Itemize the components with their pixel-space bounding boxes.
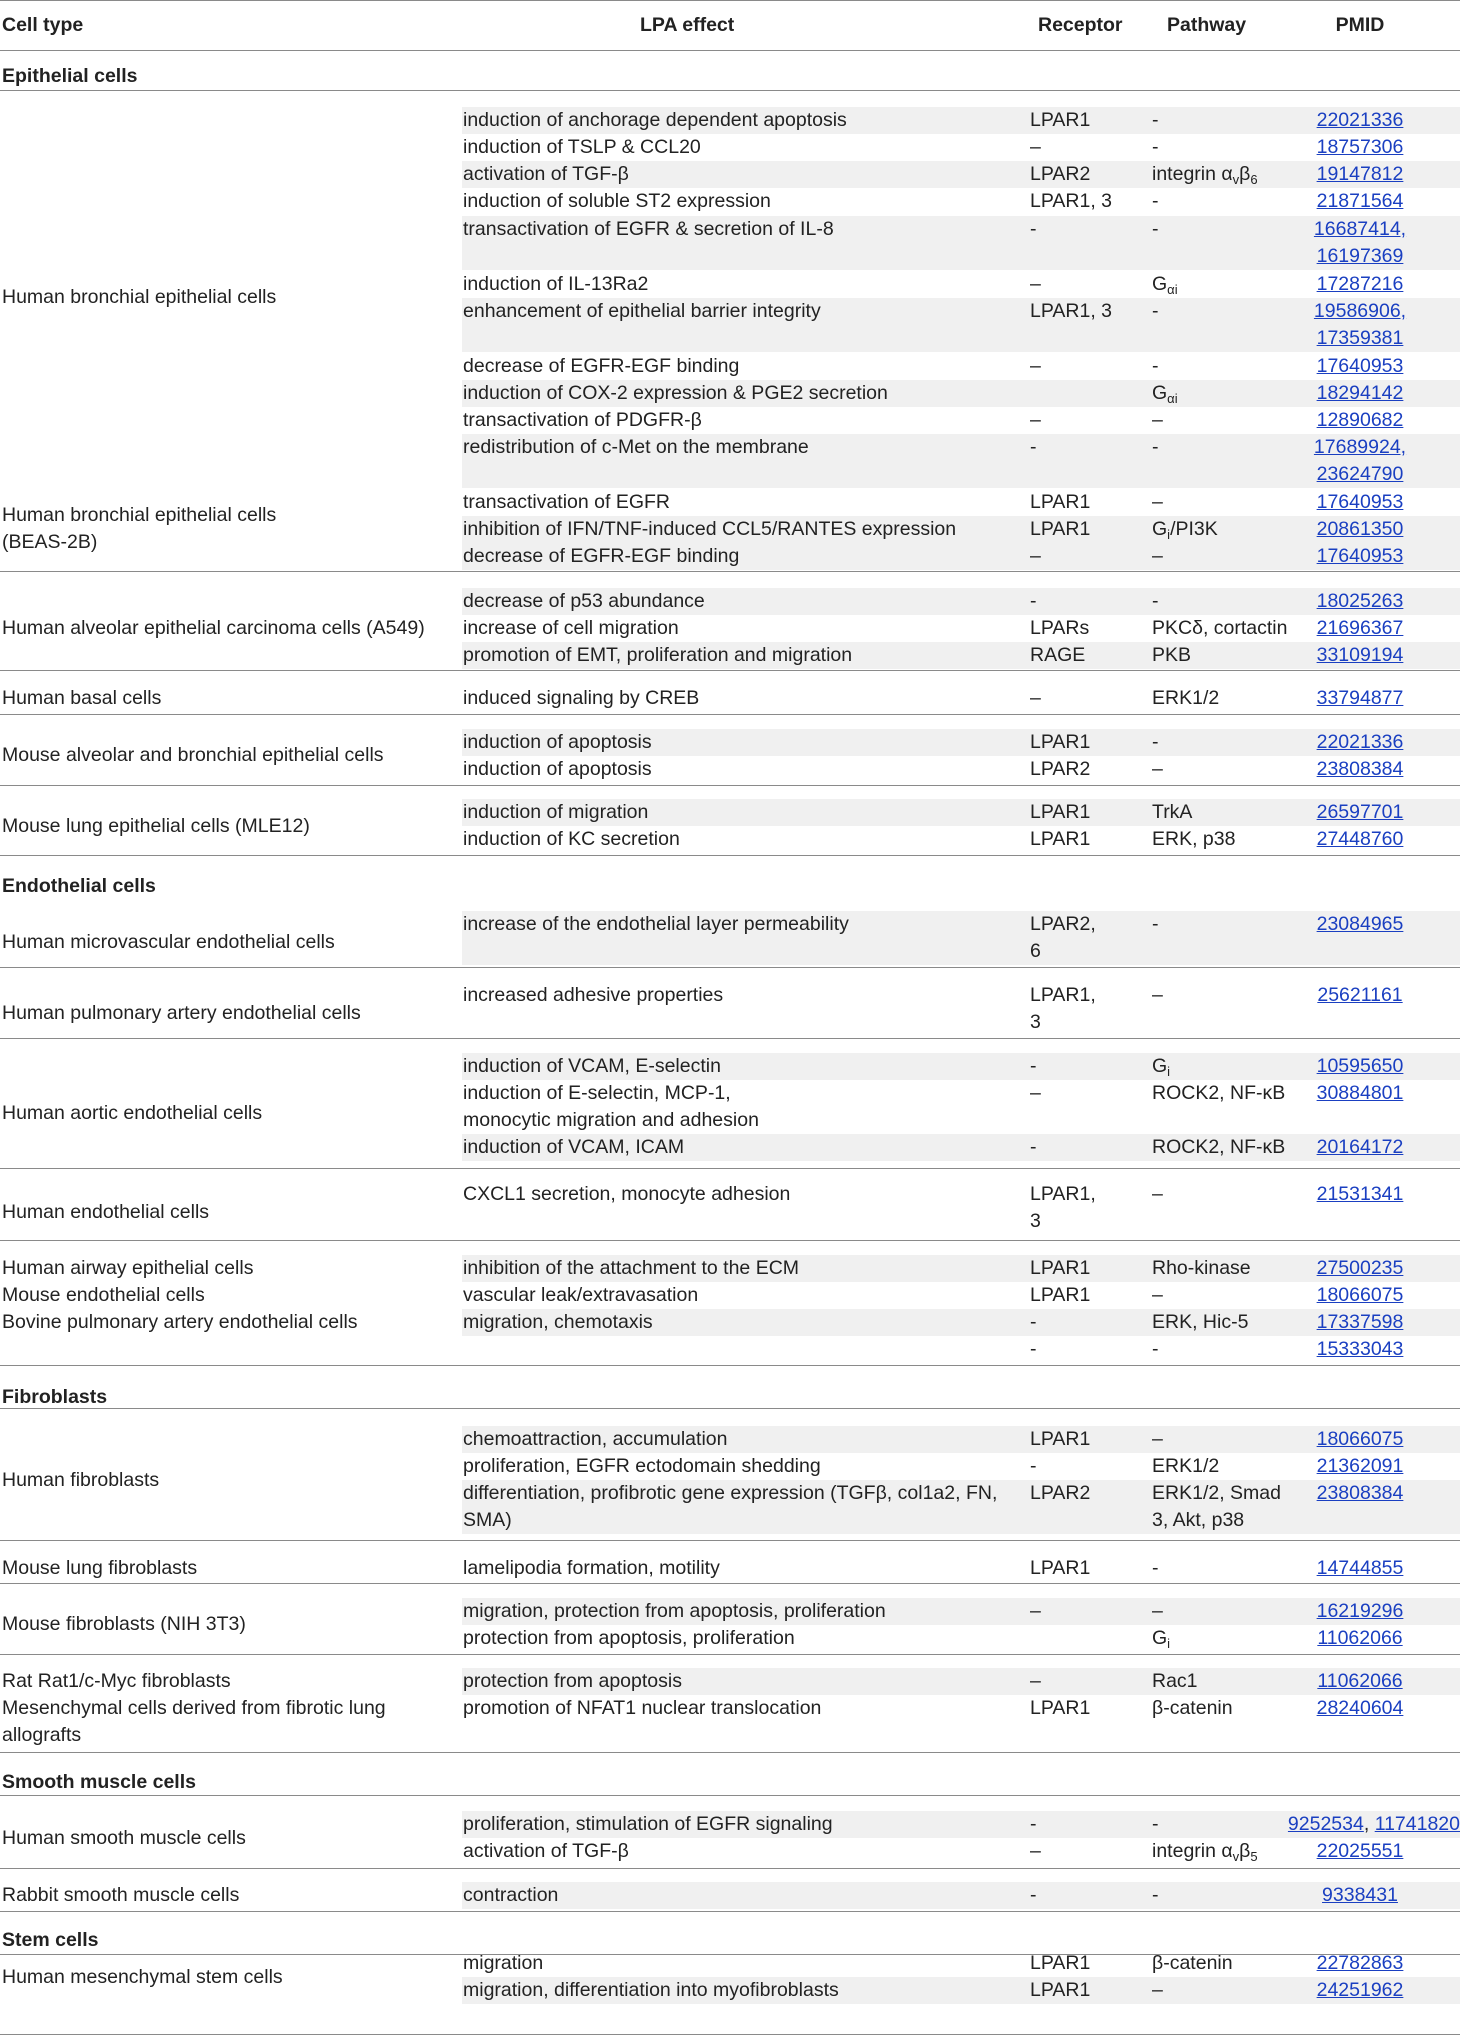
effect-text: induction of anchorage dependent apoptosis xyxy=(463,109,847,131)
pmid-cell xyxy=(1260,1668,1460,1695)
effect-text: inhibition of the attachment to the ECM xyxy=(463,1257,800,1279)
receptor-text: - xyxy=(1030,1455,1037,1477)
section-title: Fibroblasts xyxy=(2,1386,108,1408)
receptor-text: LPAR2 xyxy=(1030,163,1091,185)
effect-text: decrease of EGFR-EGF binding xyxy=(463,545,740,567)
cell-type-bpaec: Bovine pulmonary artery endothelial cells xyxy=(2,1311,358,1333)
pmid-cell xyxy=(1260,1282,1460,1309)
effect-text: migration xyxy=(463,1952,544,1974)
pmid-cell xyxy=(1260,1426,1460,1453)
row-divider xyxy=(0,785,1460,786)
pmid-cell xyxy=(1260,911,1460,938)
pmid-cell xyxy=(1260,407,1460,434)
cell-type-hmsc: Human mesenchymal stem cells xyxy=(2,1966,283,1988)
cell-type-haw: Human airway epithelial cells xyxy=(2,1257,254,1279)
pmid-link[interactable]: 18066075 xyxy=(1316,1284,1404,1306)
cell-type-mes1: Mesenchymal cells derived from fibrotic lung xyxy=(2,1697,386,1719)
row-divider xyxy=(0,1868,1460,1869)
row-divider xyxy=(0,1365,1460,1366)
row-divider xyxy=(0,1954,1460,1955)
pmid-cell xyxy=(1260,1555,1460,1582)
row-divider xyxy=(0,1540,1460,1541)
pmid-link[interactable]: 15333043 xyxy=(1316,1338,1404,1360)
effect-text: protection from apoptosis, proliferation xyxy=(463,1627,795,1649)
cell-type-mle12: Mouse lung epithelial cells (MLE12) xyxy=(2,815,310,837)
subscript: v xyxy=(1232,1849,1240,1864)
pmid-cell xyxy=(1260,1053,1460,1080)
pmid-link[interactable]: 17689924, xyxy=(1313,436,1407,458)
pmid-link[interactable]: 30884801 xyxy=(1316,1082,1404,1104)
pmid-link[interactable]: 20861350 xyxy=(1316,518,1404,540)
pmid-link[interactable]: 27448760 xyxy=(1316,828,1404,850)
effect-text: transactivation of PDGFR-β xyxy=(463,409,702,431)
pmid-link[interactable]: 16687414, xyxy=(1313,218,1407,240)
section-title: Stem cells xyxy=(2,1929,99,1951)
effect-text: induction of apoptosis xyxy=(463,731,652,753)
receptor-text: – xyxy=(1030,409,1041,431)
cell-type-hbec: Human bronchial epithelial cells xyxy=(2,286,277,308)
row-divider xyxy=(0,1038,1460,1039)
pmid-link[interactable]: 23808384 xyxy=(1316,758,1404,780)
pmid-link[interactable]: 23084965 xyxy=(1316,913,1404,935)
pmid-cell xyxy=(1260,1977,1460,2004)
cell-type-mlf: Mouse lung fibroblasts xyxy=(2,1557,198,1579)
pmid-cell xyxy=(1260,1838,1460,1865)
pathway-text: PKB xyxy=(1152,644,1192,666)
effect-text: redistribution of c-Met on the membrane xyxy=(463,436,809,458)
row-divider xyxy=(0,1240,1460,1241)
cell-type-label xyxy=(0,1000,1460,1027)
effect-text: decrease of EGFR-EGF binding xyxy=(463,355,740,377)
pmid-cell xyxy=(1260,1480,1460,1507)
pmid-cell xyxy=(1260,298,1460,352)
subscript: 5 xyxy=(1250,1849,1258,1864)
pathway-text: integrin $\alpha_v\beta_5$ xyxy=(1152,1840,1258,1864)
subscript: 6 xyxy=(1250,172,1258,187)
receptor-text: LPAR1, 3 xyxy=(1030,190,1113,212)
pmid-link[interactable]: 21871564 xyxy=(1316,190,1404,212)
receptor-text: LPAR1 xyxy=(1030,1697,1091,1719)
pmid-cell xyxy=(1260,516,1460,543)
receptor-text: LPAR2 xyxy=(1030,1482,1091,1504)
effect-text: inhibition of IFN/TNF-induced CCL5/RANTES expression xyxy=(463,518,957,540)
pathway-text: - xyxy=(1152,590,1159,612)
header-pmid: PMID xyxy=(1335,14,1385,36)
effect-text: migration, differentiation into myofibroblasts xyxy=(463,1979,839,2001)
effect-text: transactivation of EGFR xyxy=(463,491,670,513)
pathway-text: - xyxy=(1152,218,1159,240)
pmid-cell xyxy=(1260,543,1460,570)
header-effect: LPA effect xyxy=(640,14,735,36)
effect-text: induction of TSLP & CCL20 xyxy=(463,136,701,158)
receptor-text: - xyxy=(1030,1884,1037,1906)
pathway-text: – xyxy=(1152,491,1163,513)
receptor-text: - xyxy=(1030,590,1037,612)
pmid-cell xyxy=(1260,1134,1460,1161)
receptor-text: LPAR1 xyxy=(1030,1257,1091,1279)
pmid-cell xyxy=(1260,1080,1460,1107)
cell-type-label xyxy=(0,1282,1460,1309)
cell-type-label xyxy=(0,1722,1460,1749)
cell-type-mouse_alv: Mouse alveolar and bronchial epithelial cells xyxy=(2,744,384,766)
pathway-text: - xyxy=(1152,436,1159,458)
effect-text: protection from apoptosis xyxy=(463,1670,682,1692)
pathway-text: $G_{\alpha i}$ xyxy=(1152,382,1178,406)
pathway-text: - xyxy=(1152,1884,1159,1906)
pmid-link[interactable]: 17640953 xyxy=(1316,545,1404,567)
receptor-text: RAGE xyxy=(1030,644,1086,666)
pmid-link[interactable]: 19147812 xyxy=(1316,163,1404,185)
receptor-text: LPAR1 xyxy=(1030,828,1091,850)
pathway-text: - xyxy=(1152,109,1159,131)
pathway-text: ERK1/2 xyxy=(1152,1455,1220,1477)
effect-text: induction of E-selectin, MCP-1, monocytic migration and adhesion xyxy=(463,1082,759,1131)
pmid-cell xyxy=(1260,1453,1460,1480)
receptor-text: - xyxy=(1030,1055,1037,1077)
receptor-text: – xyxy=(1030,355,1041,377)
pmid-cell xyxy=(1260,489,1460,516)
pmid-cell xyxy=(1260,134,1460,161)
cell-type-hpaec: Human pulmonary artery endothelial cells xyxy=(2,1002,361,1024)
pmid-cell xyxy=(1260,685,1460,712)
effect-text: induction of migration xyxy=(463,801,649,823)
effect-text: contraction xyxy=(463,1884,559,1906)
effect-text: induction of soluble ST2 expression xyxy=(463,190,771,212)
effect-text: CXCL1 secretion, monocyte adhesion xyxy=(463,1183,791,1205)
effect-text: differentiation, profibrotic gene expression (TGFβ, col1a2, FN, SMA) xyxy=(463,1482,998,1531)
row-divider xyxy=(0,967,1460,968)
receptor-text: LPAR1 xyxy=(1030,801,1091,823)
row-divider xyxy=(0,1168,1460,1169)
pathway-text: – xyxy=(1152,1600,1163,1622)
pmid-link[interactable]: 20164172 xyxy=(1316,1136,1404,1158)
cell-type-nih: Mouse fibroblasts (NIH 3T3) xyxy=(2,1613,246,1635)
receptor-text: - xyxy=(1030,1311,1037,1333)
receptor-text: - xyxy=(1030,436,1037,458)
pmid-cell xyxy=(1260,1181,1460,1208)
receptor-text: LPAR1, 3 xyxy=(1030,300,1113,322)
pmid-link[interactable]: 24251962 xyxy=(1316,1979,1404,2001)
pathway-text: ERK1/2, Smad 3, Akt, p38 xyxy=(1152,1482,1281,1531)
pmid-cell xyxy=(1260,1882,1460,1909)
pathway-text: – xyxy=(1152,1979,1163,2001)
pathway-text: – xyxy=(1152,1428,1163,1450)
pmid-link[interactable]: 28240604 xyxy=(1316,1697,1404,1719)
pathway-text: - xyxy=(1152,913,1159,935)
pmid-cell xyxy=(1260,799,1460,826)
pmid-link[interactable]: 21531341 xyxy=(1316,1183,1404,1205)
pmid-link[interactable]: 17640953 xyxy=(1316,355,1404,377)
pmid-cell xyxy=(1260,1336,1460,1363)
pmid-link[interactable]: 17359381 xyxy=(1316,327,1404,349)
receptor-text: – xyxy=(1030,136,1041,158)
effect-text: activation of TGF-β xyxy=(463,1840,629,1862)
cell-type-haec: Human aortic endothelial cells xyxy=(2,1102,263,1124)
pmid-link[interactable]: 18025263 xyxy=(1316,590,1404,612)
pmid-cell xyxy=(1260,729,1460,756)
cell-type-rsmc: Rabbit smooth muscle cells xyxy=(2,1884,240,1906)
receptor-text: LPAR1 xyxy=(1030,1952,1091,1974)
pathway-text: β-catenin xyxy=(1152,1952,1233,1974)
receptor-text: LPAR1 xyxy=(1030,1979,1091,2001)
effect-text: migration, chemotaxis xyxy=(463,1311,653,1333)
effect-text: induction of VCAM, ICAM xyxy=(463,1136,685,1158)
pmid-link[interactable]: 33794877 xyxy=(1316,687,1404,709)
pathway-text: $G_i$ xyxy=(1152,1055,1171,1079)
effect-text: lamelipodia formation, motility xyxy=(463,1557,720,1579)
receptor-text: LPARs xyxy=(1030,617,1090,639)
pmid-link[interactable]: 23624790 xyxy=(1316,463,1404,485)
effect-text: enhancement of epithelial barrier integrity xyxy=(463,300,821,322)
effect-text: proliferation, stimulation of EGFR signaling xyxy=(463,1813,833,1835)
pmid-cell xyxy=(1260,1695,1460,1722)
receptor-text: - xyxy=(1030,1338,1037,1360)
receptor-text: LPAR2, 6 xyxy=(1030,913,1096,962)
section-title: Smooth muscle cells xyxy=(2,1771,196,1793)
cell-type-label xyxy=(0,1555,1460,1582)
effect-text: chemoattraction, accumulation xyxy=(463,1428,728,1450)
pathway-text: - xyxy=(1152,190,1159,212)
receptor-text: LPAR1 xyxy=(1030,518,1091,540)
subscript: i xyxy=(1167,527,1171,542)
pathway-text: – xyxy=(1152,545,1163,567)
pathway-text: - xyxy=(1152,355,1159,377)
effect-text: increase of cell migration xyxy=(463,617,679,639)
pathway-text: - xyxy=(1152,1557,1159,1579)
pathway-text: integrin $\alpha_v\beta_6$ xyxy=(1152,163,1258,187)
pathway-text: TrkA xyxy=(1152,801,1193,823)
effect-text: proliferation, EGFR ectodomain shedding xyxy=(463,1455,821,1477)
receptor-text: – xyxy=(1030,1670,1041,1692)
pmid-link[interactable]: 12890682 xyxy=(1316,409,1404,431)
effect-text: vascular leak/extravasation xyxy=(463,1284,699,1306)
receptor-text: – xyxy=(1030,273,1041,295)
pmid-cell xyxy=(1260,271,1460,298)
pmid-cell xyxy=(1260,1255,1460,1282)
row-divider xyxy=(0,855,1460,856)
cell-type-mes2: allografts xyxy=(2,1724,82,1746)
pmid-cell xyxy=(1260,588,1460,615)
pmid-link[interactable]: 25621161 xyxy=(1317,984,1403,1006)
pathway-text: - xyxy=(1152,300,1159,322)
pmid-link[interactable]: 18757306 xyxy=(1316,136,1404,158)
cell-type-mec: Mouse endothelial cells xyxy=(2,1284,205,1306)
pmid-link[interactable]: 9338431 xyxy=(1322,1884,1398,1906)
subscript: αi xyxy=(1167,391,1178,406)
pmid-cell xyxy=(1260,982,1460,1009)
cell-type-beas2: (BEAS-2B) xyxy=(2,531,98,553)
receptor-text: - xyxy=(1030,218,1037,240)
pathway-text: Rac1 xyxy=(1152,1670,1198,1692)
receptor-text: LPAR2 xyxy=(1030,758,1091,780)
row-divider xyxy=(0,1752,1460,1753)
effect-text: decrease of p53 abundance xyxy=(463,590,705,612)
receptor-text: LPAR1 xyxy=(1030,1557,1091,1579)
row-divider xyxy=(0,1654,1460,1655)
effect-text: increase of the endothelial layer permeability xyxy=(463,913,849,935)
pmid-cell xyxy=(1260,1598,1460,1625)
pmid-cell xyxy=(1260,434,1460,488)
pathway-text: - xyxy=(1152,1338,1159,1360)
pmid-cell xyxy=(1260,642,1460,669)
effect-text: induction of apoptosis xyxy=(463,758,652,780)
receptor-text: - xyxy=(1030,1813,1037,1835)
pmid-link[interactable]: 11062066 xyxy=(1317,1627,1403,1649)
pathway-text: ERK1/2 xyxy=(1152,687,1220,709)
pmid-cell xyxy=(1260,107,1460,134)
pmid-link[interactable]: 9252534 xyxy=(1287,1813,1364,1835)
pmid-cell xyxy=(1260,1309,1460,1336)
pmid-cell xyxy=(1260,380,1460,407)
pathway-text: PKCδ, cortactin xyxy=(1152,617,1288,639)
pmid-link[interactable]: 23808384 xyxy=(1316,1482,1404,1504)
pathway-text: β-catenin xyxy=(1152,1697,1233,1719)
pmid-link[interactable]: 26597701 xyxy=(1316,801,1404,823)
effect-text: activation of TGF-β xyxy=(463,163,629,185)
effect-text: promotion of NFAT1 nuclear translocation xyxy=(463,1697,822,1719)
pmid-cell xyxy=(1260,161,1460,188)
pathway-text: – xyxy=(1152,1183,1163,1205)
effect-text: induction of COX-2 expression & PGE2 secretion xyxy=(463,382,888,404)
subscript: αi xyxy=(1167,282,1178,297)
row-divider xyxy=(0,571,1460,572)
pmid-link[interactable]: 10595650 xyxy=(1316,1055,1404,1077)
pmid-link[interactable]: 22021336 xyxy=(1316,109,1404,131)
receptor-text: – xyxy=(1030,545,1041,567)
pmid-link[interactable]: 21696367 xyxy=(1316,617,1404,639)
pmid-cell xyxy=(1260,1950,1460,1977)
receptor-text: – xyxy=(1030,1840,1041,1862)
pathway-text: ROCK2, NF-κB xyxy=(1152,1082,1286,1104)
row-divider xyxy=(0,714,1460,715)
pmid-link[interactable]: 14744855 xyxy=(1316,1557,1404,1579)
pathway-text: ERK, Hic-5 xyxy=(1152,1311,1249,1333)
cell-type-a549: Human alveolar epithelial carcinoma cells (A549) xyxy=(2,617,425,639)
pathway-text: – xyxy=(1152,409,1163,431)
pmid-link[interactable]: 19586906, xyxy=(1313,300,1407,322)
effect-text: transactivation of EGFR & secretion of IL-8 xyxy=(463,218,834,240)
row-divider xyxy=(0,1408,1460,1409)
receptor-text: LPAR1, 3 xyxy=(1030,1183,1096,1232)
section-title: Endothelial cells xyxy=(2,875,156,897)
cell-type-label xyxy=(0,685,1460,712)
header-pathway: Pathway xyxy=(1167,14,1247,36)
subscript: i xyxy=(1167,1636,1171,1651)
pmid-link[interactable]: 33109194 xyxy=(1316,644,1404,666)
pmid-link[interactable]: 22021336 xyxy=(1316,731,1404,753)
pmid-link[interactable]: 27500235 xyxy=(1316,1257,1404,1279)
row-divider xyxy=(0,50,1460,51)
header-receptor: Receptor xyxy=(1038,14,1123,36)
pathway-text: – xyxy=(1152,1284,1163,1306)
effect-text: induction of IL-13Ra2 xyxy=(463,273,649,295)
pmid-link[interactable]: 22782863 xyxy=(1316,1952,1404,1974)
pmid-link[interactable]: 11062066 xyxy=(1317,1670,1403,1692)
receptor-text: LPAR1 xyxy=(1030,731,1091,753)
receptor-text: LPAR1 xyxy=(1030,491,1091,513)
subscript: i xyxy=(1167,1064,1171,1079)
effect-text: induced signaling by CREB xyxy=(463,687,700,709)
pmid-link[interactable]: 16219296 xyxy=(1316,1600,1404,1622)
receptor-text: LPAR1 xyxy=(1030,109,1091,131)
pmid-link[interactable]: 18294142 xyxy=(1316,382,1404,404)
pmid-link[interactable]: 17287216 xyxy=(1316,273,1404,295)
receptor-text: LPAR1 xyxy=(1030,1428,1091,1450)
receptor-text: – xyxy=(1030,1082,1041,1104)
pmid-link[interactable]: 11741820 xyxy=(1374,1813,1460,1835)
pmid-link[interactable]: 17640953 xyxy=(1316,491,1404,513)
cell-type-basal: Human basal cells xyxy=(2,687,162,709)
receptor-text: – xyxy=(1030,687,1041,709)
pathway-text: - xyxy=(1152,1813,1159,1835)
pathway-text: ERK, p38 xyxy=(1152,828,1236,850)
pmid-link[interactable]: 22025551 xyxy=(1316,1840,1404,1862)
effect-text: migration, protection from apoptosis, proliferation xyxy=(463,1600,886,1622)
pathway-text: ROCK2, NF-κB xyxy=(1152,1136,1286,1158)
pmid-cell xyxy=(1260,216,1460,270)
pathway-text: $G_i/PI3K$ xyxy=(1152,518,1218,542)
pmid-cell xyxy=(1260,353,1460,380)
cell-type-hec: Human endothelial cells xyxy=(2,1201,210,1223)
pathway-text: $G_{\alpha i}$ xyxy=(1152,273,1178,297)
pathway-text: - xyxy=(1152,731,1159,753)
header-cell-type: Cell type xyxy=(2,14,84,36)
subscript: v xyxy=(1232,172,1240,187)
pmid-cell xyxy=(1260,615,1460,642)
pmid-link[interactable]: 18066075 xyxy=(1316,1428,1404,1450)
pmid-link[interactable]: 21362091 xyxy=(1316,1455,1404,1477)
receptor-text: – xyxy=(1030,1600,1041,1622)
row-divider xyxy=(0,1911,1460,1912)
row-divider xyxy=(0,90,1460,91)
effect-text: induction of VCAM, E-selectin xyxy=(463,1055,721,1077)
cell-type-hfib: Human fibroblasts xyxy=(2,1469,160,1491)
pathway-text: $G_i$ xyxy=(1152,1627,1171,1651)
pmid-link[interactable]: 17337598 xyxy=(1316,1311,1404,1333)
receptor-text: LPAR1 xyxy=(1030,1284,1091,1306)
cell-type-hmvec: Human microvascular endothelial cells xyxy=(2,931,335,953)
pmid-cell xyxy=(1260,1625,1460,1652)
pmid-cell: 9252534, 11741820 xyxy=(1287,1813,1460,1835)
cell-type-rat: Rat Rat1/c-Myc fibroblasts xyxy=(2,1670,231,1692)
pmid-link[interactable]: 16197369 xyxy=(1316,245,1404,267)
row-divider xyxy=(0,2034,1460,2035)
pathway-text: – xyxy=(1152,984,1163,1006)
pmid-cell xyxy=(1260,756,1460,783)
pathway-text: - xyxy=(1152,136,1159,158)
table-top-border xyxy=(0,0,1460,1)
row-divider xyxy=(0,1583,1460,1584)
receptor-text: LPAR1, 3 xyxy=(1030,984,1096,1033)
pmid-cell xyxy=(1260,826,1460,853)
pmid-cell xyxy=(1260,188,1460,215)
pathway-text: – xyxy=(1152,758,1163,780)
row-divider xyxy=(0,670,1460,671)
receptor-text: - xyxy=(1030,1136,1037,1158)
effect-text: increased adhesive properties xyxy=(463,984,724,1006)
effect-text: promotion of EMT, proliferation and migration xyxy=(463,644,853,666)
cell-type-beas: Human bronchial epithelial cells xyxy=(2,504,277,526)
section-title: Epithelial cells xyxy=(2,65,138,87)
cell-type-hsmc: Human smooth muscle cells xyxy=(2,1827,246,1849)
pathway-text: Rho-kinase xyxy=(1152,1257,1251,1279)
effect-text: induction of KC secretion xyxy=(463,828,680,850)
row-divider xyxy=(0,1795,1460,1796)
